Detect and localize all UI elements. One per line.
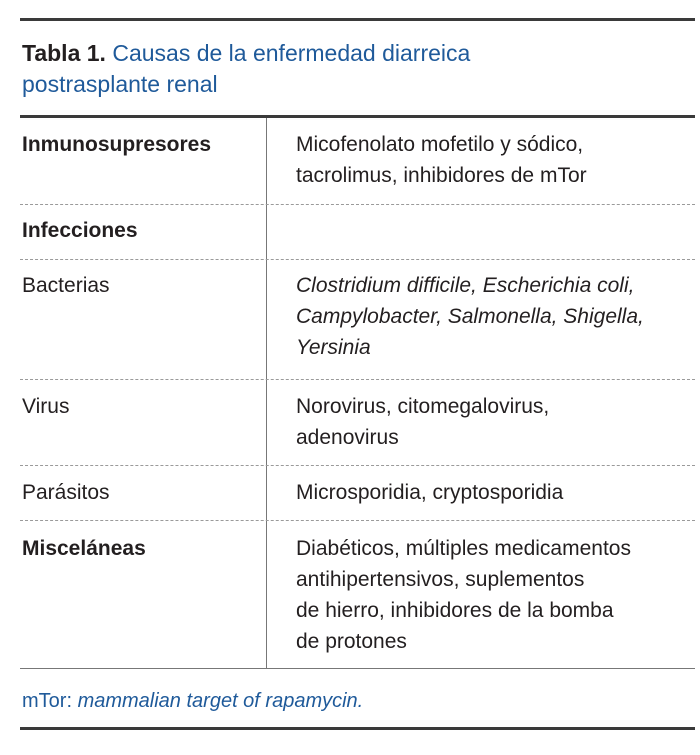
table-label: Tabla 1. xyxy=(22,40,106,66)
footnote-prefix: mTor: xyxy=(22,690,72,712)
text-line: tacrolimus, inhibidores de mTor xyxy=(296,164,587,187)
table-title-line1: Causas de la enfermedad diarreica xyxy=(112,40,471,66)
header-rule xyxy=(20,115,695,118)
table-title xyxy=(22,38,682,100)
bottom-table-rule xyxy=(20,668,695,669)
text-line: de hierro, inhibidores de la bomba xyxy=(296,599,614,622)
row-divider xyxy=(20,520,695,522)
row-label-parasitos: Parásitos xyxy=(22,481,110,504)
row-value-bacterias xyxy=(296,270,691,363)
column-divider xyxy=(266,118,267,668)
text-line: adenovirus xyxy=(296,426,399,449)
row-divider xyxy=(20,465,695,467)
text-line: Clostridium difficile, Escherichia coli, xyxy=(296,274,635,297)
row-value-virus xyxy=(296,391,691,453)
row-label-virus: Virus xyxy=(22,395,70,418)
text-line: Norovirus, citomegalovirus, xyxy=(296,395,550,418)
row-divider xyxy=(20,204,695,206)
table-footnote xyxy=(22,687,682,715)
text-line: antihipertensivos, suplementos xyxy=(296,568,585,591)
row-divider xyxy=(20,259,695,261)
footnote-text: mammalian target of rapamycin. xyxy=(77,690,364,712)
row-value-inmunosupresores xyxy=(296,129,691,191)
row-label-inmunosupresores: Inmunosupresores xyxy=(22,133,212,156)
bottom-rule xyxy=(20,727,695,730)
table-title-line2: postrasplante renal xyxy=(22,71,218,97)
row-divider xyxy=(20,379,695,381)
text-line: Yersinia xyxy=(296,336,371,359)
row-label-miscelaneas: Misceláneas xyxy=(22,537,146,560)
text-line: Micofenolato mofetilo y sódico, xyxy=(296,133,584,156)
top-rule xyxy=(20,18,695,21)
row-label-infecciones: Infecciones xyxy=(22,219,138,242)
text-line: de protones xyxy=(296,630,407,653)
row-label-bacterias: Bacterias xyxy=(22,274,110,297)
text-line: Campylobacter, Salmonella, Shigella, xyxy=(296,305,644,328)
text-line: Microsporidia, cryptosporidia xyxy=(296,481,564,504)
row-value-miscelaneas xyxy=(296,533,691,657)
text-line: Diabéticos, múltiples medicamentos xyxy=(296,537,631,560)
row-value-parasitos xyxy=(296,477,691,508)
